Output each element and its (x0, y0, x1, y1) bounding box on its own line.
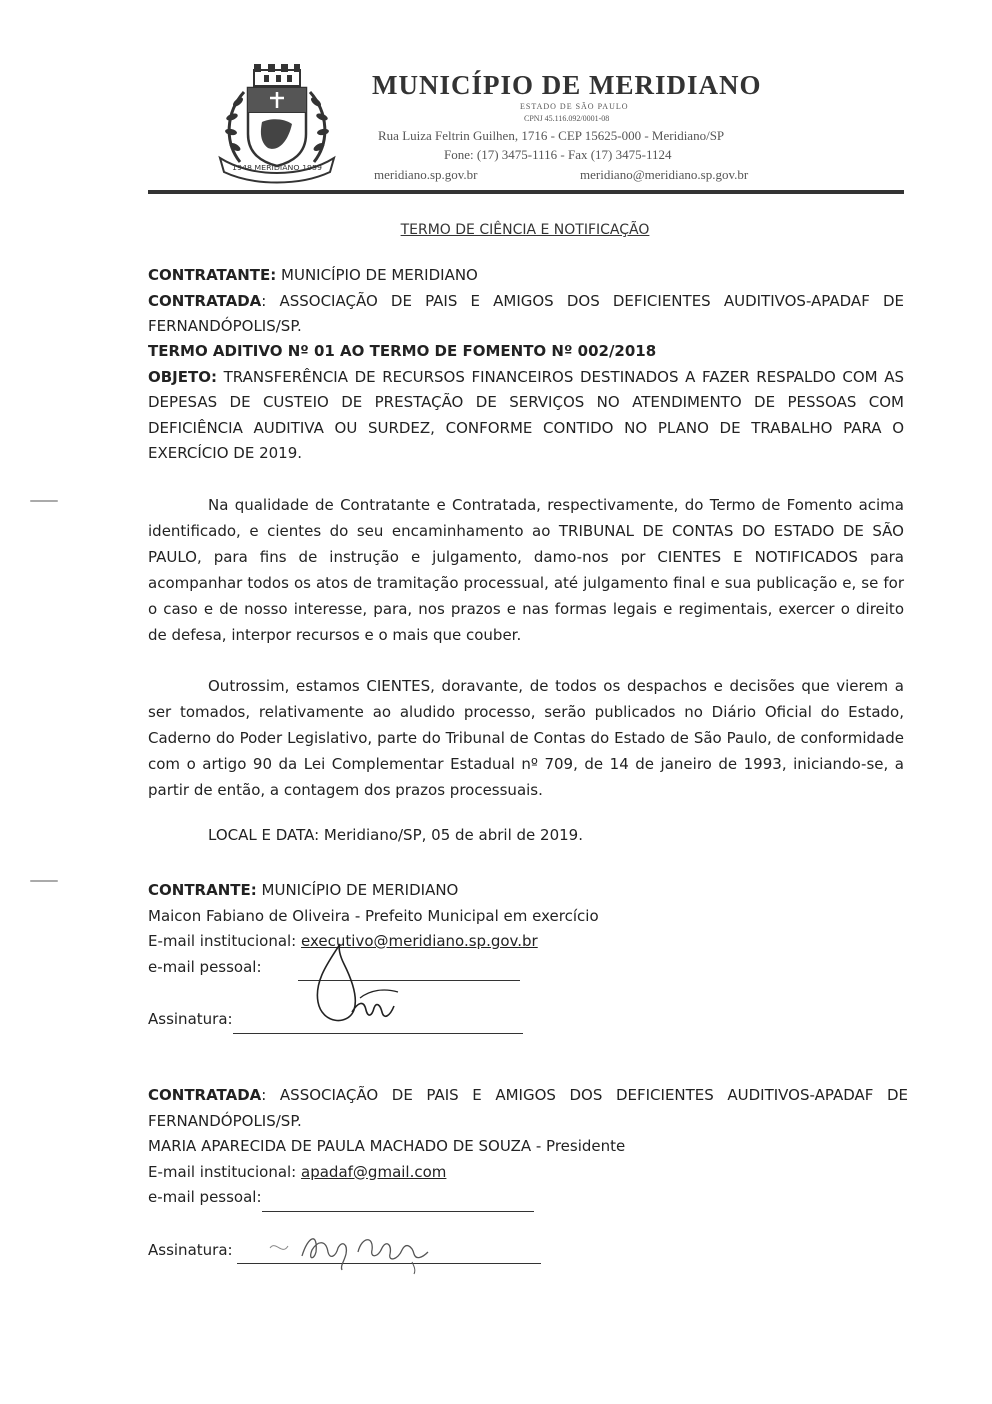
signatory-2-email-pessoal-row (148, 1185, 908, 1212)
email-inst-link[interactable]: apadaf@gmail.com (301, 1162, 447, 1181)
paragraph-outrossim (148, 673, 904, 803)
crest-ribbon-text: 1948 MERIDIANO 1959 (232, 164, 322, 172)
assinatura-label: Assinatura: (148, 1010, 233, 1028)
paragraph-1-text: Na qualidade de Contratante e Contratada, respectivamente, do Termo de Fomento acima identificado, e cientes do seu encaminhamento ao TRIBUNAL DE CONTAS DO ESTADO DE SÃO PAULO, para fins de instrução e julgamento, damo-nos por CIENTES E NOTIFICADOS para acompanhar todos os atos de tramitação processual, até julgamento final e sua publicação e, se for o caso e de nosso interesse, para, nos prazos e nas formas legais e regimentais, exercer o direito de defesa, interpor recursos e o mais que couber. (148, 496, 904, 644)
email-inst-label: E-mail institucional: (148, 1162, 297, 1181)
paragraph-ciencia (148, 492, 904, 648)
email-pessoal-field[interactable] (262, 1185, 534, 1212)
header-website: meridiano.sp.gov.br (374, 167, 478, 182)
email-pessoal-label: e-mail pessoal: (148, 957, 262, 976)
signatory-2-header (148, 1083, 908, 1109)
scan-mark (30, 500, 58, 502)
header-email: meridiano@meridiano.sp.gov.br (580, 167, 749, 182)
header-phone: Fone: (17) 3475-1116 - Fax (17) 3475-1124 (444, 147, 672, 162)
local-e-data: LOCAL E DATA: Meridiano/SP, 05 de abril de 2019. (208, 826, 583, 844)
document-title: TERMO DE CIÊNCIA E NOTIFICAÇÃO (400, 222, 650, 238)
objeto-label: OBJETO: (148, 368, 217, 386)
contratante-value: MUNICÍPIO DE MERIDIANO (281, 266, 478, 284)
paragraph-2-text: Outrossim, estamos CIENTES, doravante, de todos os despachos e decisões que vierem a ser tomados, relativamente ao aludido processo, serão publicados no Diário Oficial do Estado, Caderno do Poder Legislativo, parte do Tribunal de Contas do Estado de São Paulo, de conformidade com o artigo 90 da Lei Complementar Estadual nº 709, de 14 de janeiro de 1993, iniciando-se, a partir de então, a contagem dos prazos processuais. (148, 677, 904, 799)
email-inst-link[interactable]: executivo@meridiano.sp.gov.br (301, 932, 538, 950)
assinatura-label: Assinatura: (148, 1240, 233, 1259)
header-address: Rua Luiza Feltrin Guilhen, 1716 - CEP 15625-000 - Meridiano/SP (378, 128, 725, 143)
signatory-2-entity-line2: FERNANDÓPOLIS/SP. (148, 1111, 302, 1130)
scan-mark (30, 880, 58, 882)
municipality-title: MUNICÍPIO DE MERIDIANO (372, 70, 762, 100)
signatory-1-header (148, 878, 648, 904)
objeto-block (148, 365, 904, 467)
state-name: ESTADO DE SÃO PAULO (520, 102, 629, 111)
signatory-1-name: Maicon Fabiano de Oliveira - Prefeito Municipal em exercício (148, 906, 599, 925)
signatory-2-label: CONTRATADA (148, 1086, 262, 1104)
municipal-crest-icon (212, 62, 342, 187)
handwritten-signature-2 (262, 1226, 442, 1276)
signatory-1-label: CONTRANTE: (148, 881, 257, 899)
header-divider (148, 190, 904, 194)
handwritten-signature-1 (300, 940, 410, 1030)
contratada-label: CONTRATADA (148, 292, 262, 310)
signatory-2-entity: : ASSOCIAÇÃO DE PAIS E AMIGOS DOS DEFICIENTES AUDITIVOS-APADAF DE (261, 1086, 908, 1104)
signatory-2-email-inst-row (148, 1160, 908, 1186)
termo-aditivo: TERMO ADITIVO Nº 01 AO TERMO DE FOMENTO Nº 002/2018 (148, 342, 657, 360)
signatory-2-name: MARIA APARECIDA DE PAULA MACHADO DE SOUZA - Presidente (148, 1137, 626, 1155)
email-inst-label: E-mail institucional: (148, 932, 297, 950)
email-pessoal-label: e-mail pessoal: (148, 1188, 262, 1206)
contratante-line (148, 263, 904, 288)
contratada-line-2: FERNANDÓPOLIS/SP. (148, 317, 302, 335)
contratante-label: CONTRATANTE: (148, 266, 277, 284)
contratada-value: : ASSOCIAÇÃO DE PAIS E AMIGOS DOS DEFICIENTES AUDITIVOS-APADAF DE (261, 292, 904, 310)
signatory-1-entity: MUNICÍPIO DE MERIDIANO (261, 881, 459, 899)
objeto-text: TRANSFERÊNCIA DE RECURSOS FINANCEIROS DESTINADOS A FAZER RESPALDO COM AS DEPESAS DE CUSTEIO DE PRESTAÇÃO DE SERVIÇOS NO ATENDIMENTO DE PESSOAS COM DEFICIÊNCIA AUDITIVA OU SURDEZ, CONFORME CONTIDO NO PLANO DE TRABALHO PARA O EXERCÍCIO DE 2019. (148, 368, 904, 463)
cnpj-number: CPNJ 45.116.092/0001-08 (524, 114, 610, 123)
contratada-line (148, 289, 904, 314)
